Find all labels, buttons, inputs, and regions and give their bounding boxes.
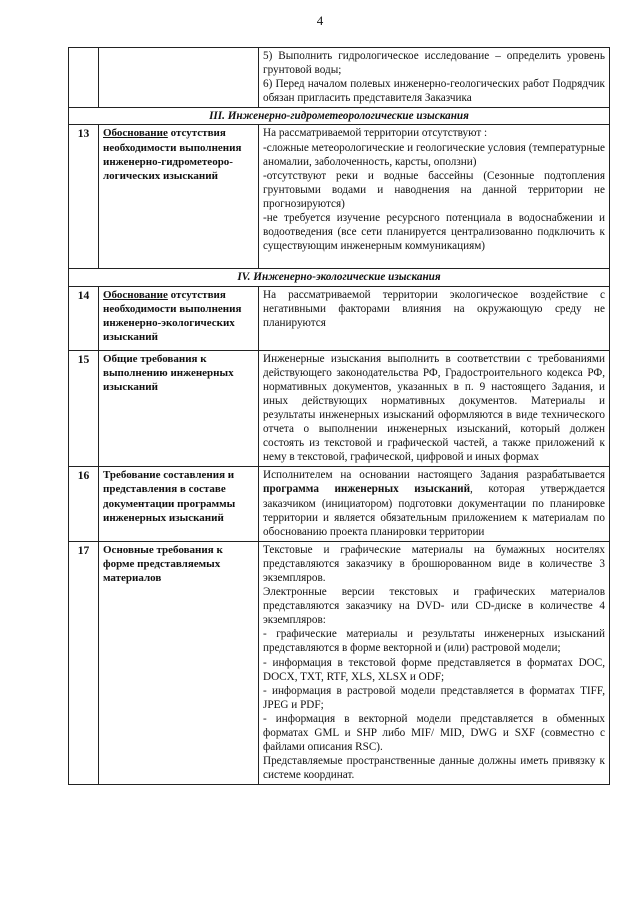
- description-line: 6) Перед началом полевых инженерно-геологических работ Подрядчик обязан пригласить представителя Заказчика: [263, 78, 605, 105]
- row-name-underlined: Обоснование: [103, 288, 168, 301]
- table-row-15: [69, 350, 610, 467]
- description-line: Электронные версии текстовых и графических материалов представляются заказчику на DVD- или CD-диске в количестве 4 экземпляров:: [263, 586, 605, 627]
- row-description: [259, 541, 610, 785]
- section-header-row: [69, 269, 610, 286]
- row-description-cell: [259, 48, 610, 108]
- table-row-continuation: [69, 48, 610, 108]
- description-line: На рассматриваемой территории отсутствуют :: [263, 127, 488, 140]
- description-line: -сложные метеорологические и геологические условия (температурные аномалии, заболоченность, карсты, оползни): [263, 141, 605, 168]
- row-name: Требование составления и представления в составе документации программы инженерных изысканий: [99, 467, 259, 541]
- table-row-13: [69, 125, 610, 269]
- row-description: На рассматриваемой территории экологическое воздействие с негативными факторами влияния на окружающую среду не планируются: [259, 286, 610, 350]
- description-line: - информация в векторной модели представляется в обменных форматах GML и SHP либо MIF/ MID, DWG и SXF (совместно с файлами описания RSC).: [263, 712, 605, 754]
- description-line: -не требуется изучение ресурсного потенциала в водоснабжении и водоотведения (все сети планируется централизованно подключить к существующим инженерным коммуникациям): [263, 212, 605, 253]
- row-name-cell: [99, 48, 259, 108]
- page-number: 4: [316, 13, 324, 28]
- description-line: - информация в растровой модели представляется в форматах TIFF, JPEG и PDF;: [263, 684, 605, 711]
- section-title: IV. Инженерно-экологические изыскания: [69, 269, 610, 286]
- requirements-table: [68, 47, 610, 785]
- description-line: 5) Выполнить гидрологическое исследование – определить уровень грунтовой воды;: [263, 50, 605, 77]
- description-line: Представляемые пространственные данные должны иметь привязку к системе координат.: [263, 755, 605, 782]
- row-name: Общие требования к выполнению инженерных изысканий: [99, 350, 259, 467]
- table-row-14: [69, 286, 610, 350]
- section-header-row: [69, 108, 610, 125]
- row-name: [99, 286, 259, 350]
- row-number: 15: [69, 350, 99, 467]
- description-text: , которая утверждается заказчиком (инициатором) подготовки документации по планировке территории и является обязательным приложением к материалам по обоснованию проекта планировки территории: [263, 483, 605, 538]
- row-name-rest: отсутствия необходимости выполнения инженерно-гидрометеоро-логических изысканий: [103, 127, 242, 182]
- row-name-underlined: Обоснование: [103, 127, 168, 140]
- row-name: [99, 125, 259, 269]
- description-line: -отсутствуют реки и водные бассейны (Сезонные подтопления грунтовыми водами и наводнения на данной территории не прогнозируются): [263, 169, 605, 210]
- row-name-rest: отсутствия необходимости выполнения инженерно-экологических изысканий: [103, 288, 242, 343]
- row-number: 17: [69, 541, 99, 785]
- row-description: [259, 467, 610, 541]
- row-description: Инженерные изыскания выполнить в соответствии с требованиями действующего законодательства РФ, Градостроительного кодекса РФ, нормативных документов, указанных в п. 9 настоящего Задания, и иных действующих нормативных документов. Материалы и результаты инженерных изысканий оформляются в виде технического отчета о выполнении инженерных изысканий, который должен состоять из текстовой и графической частей, а также приложений к нему в текстовой, графической, цифровой и иных формах: [259, 350, 610, 467]
- description-text: Исполнителем на основании настоящего Задания разрабатывается: [263, 469, 605, 482]
- description-line: - графические материалы и результаты инженерных изысканий представляются в форме векторной и (или) растровой модели;: [263, 628, 605, 655]
- description-bold-text: программа инженерных изысканий: [263, 483, 471, 496]
- row-number-cell: [69, 48, 99, 108]
- row-description: [259, 125, 610, 269]
- row-number: 16: [69, 467, 99, 541]
- description-line: - информация в текстовой форме представляется в форматах DOC, DOCX, TXT, RTF, XLS, XLSX и ODF;: [263, 656, 605, 683]
- row-name: Основные требования к форме представляемых материалов: [99, 541, 259, 785]
- table-row-16: [69, 467, 610, 541]
- table-row-17: [69, 541, 610, 785]
- row-number: 13: [69, 125, 99, 269]
- section-title: III. Инженерно-гидрометеорологические изыскания: [69, 108, 610, 125]
- row-number: 14: [69, 286, 99, 350]
- description-line: Текстовые и графические материалы на бумажных носителях представляются заказчику в брошюрованном виде в количестве 3 экземпляров.: [263, 543, 605, 584]
